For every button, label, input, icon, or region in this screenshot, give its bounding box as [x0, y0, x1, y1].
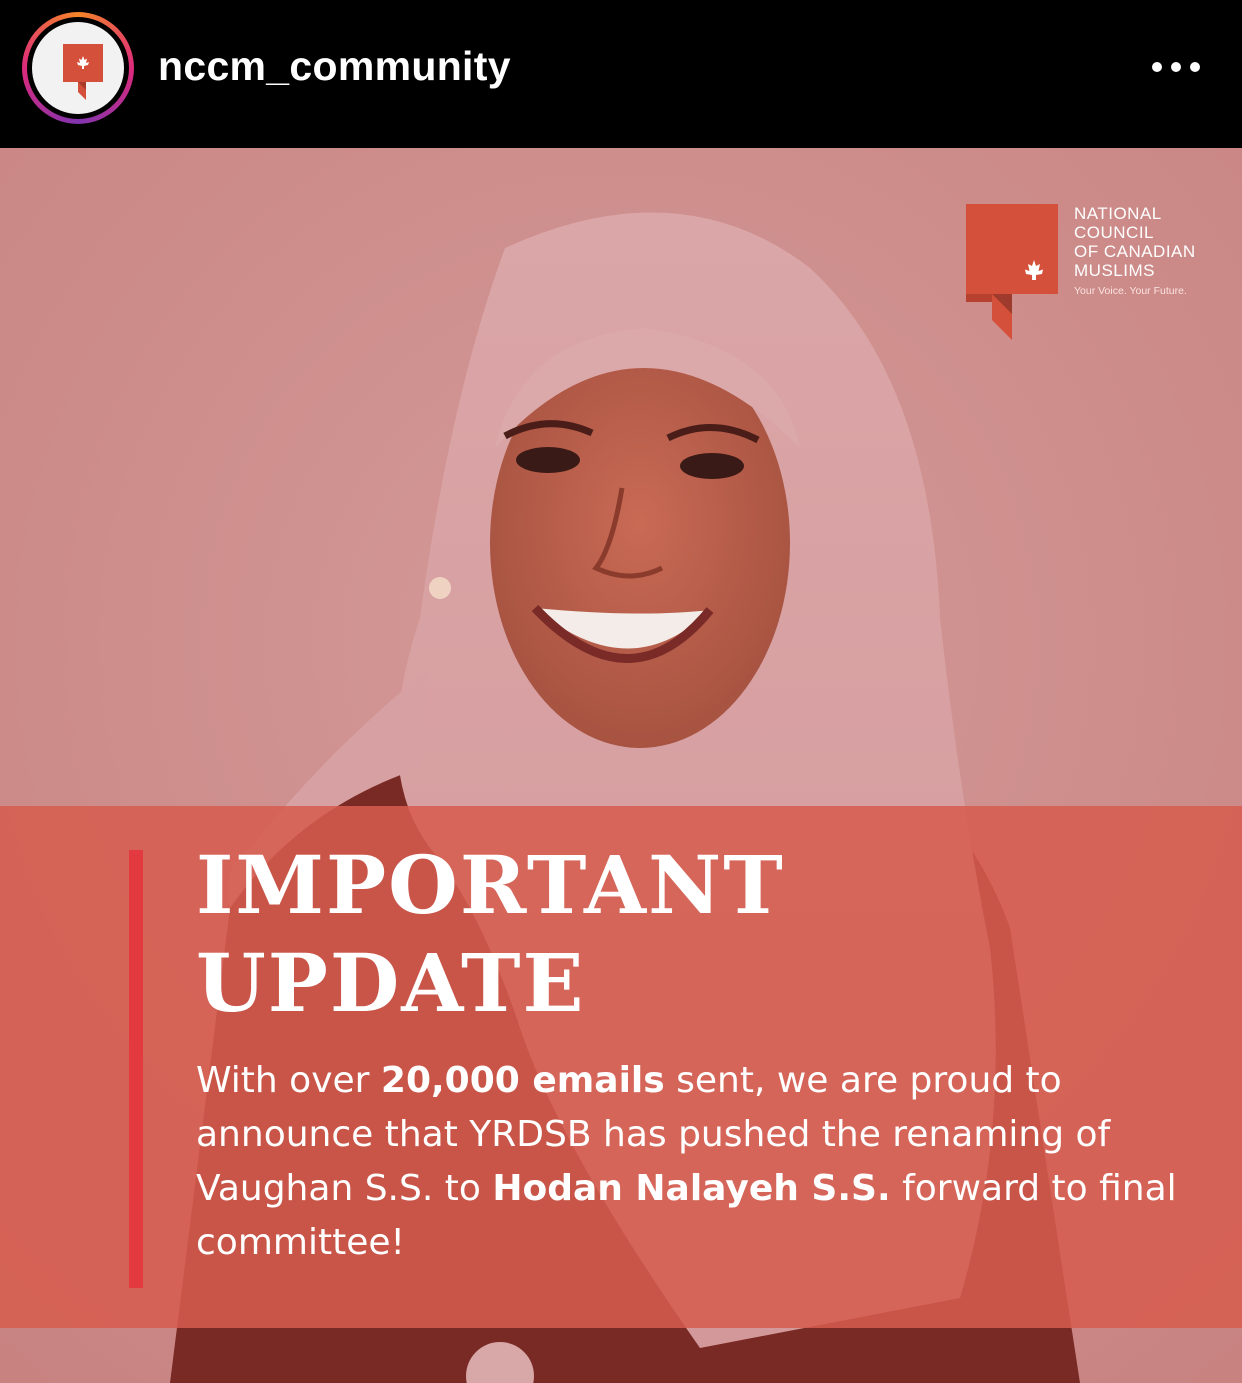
post-image[interactable]: [0, 148, 1242, 1383]
brand-logo: [964, 202, 1214, 352]
maple-leaf-icon: [964, 202, 1074, 352]
more-options-icon[interactable]: [1144, 46, 1208, 88]
school-name: Hodan Nalayeh S.S.: [492, 1168, 891, 1209]
brand-name: NATIONAL COUNCIL OF CANADIAN MUSLIMS: [1074, 204, 1196, 280]
brand-tagline: Your Voice. Your Future.: [1074, 285, 1187, 297]
profile-avatar[interactable]: [22, 12, 134, 124]
headline-line-2: UPDATE: [196, 936, 586, 1030]
profile-username[interactable]: nccm_community: [158, 43, 511, 89]
announcement-text: With over 20,000 emails sent, we are proud to announce that YRDSB has pushed the renaming of Vaughan S.S. to Hodan Nalayeh S.S. forward to final committee!: [196, 1060, 1177, 1263]
headline-line-1: IMPORTANT: [196, 838, 785, 932]
accent-bar: [129, 850, 143, 1288]
headline: [196, 836, 785, 1032]
email-count: 20,000 emails: [380, 1060, 665, 1101]
post-header: [0, 0, 1242, 148]
announcement-panel: [0, 806, 1242, 1328]
nccm-logo-icon: [32, 22, 124, 114]
